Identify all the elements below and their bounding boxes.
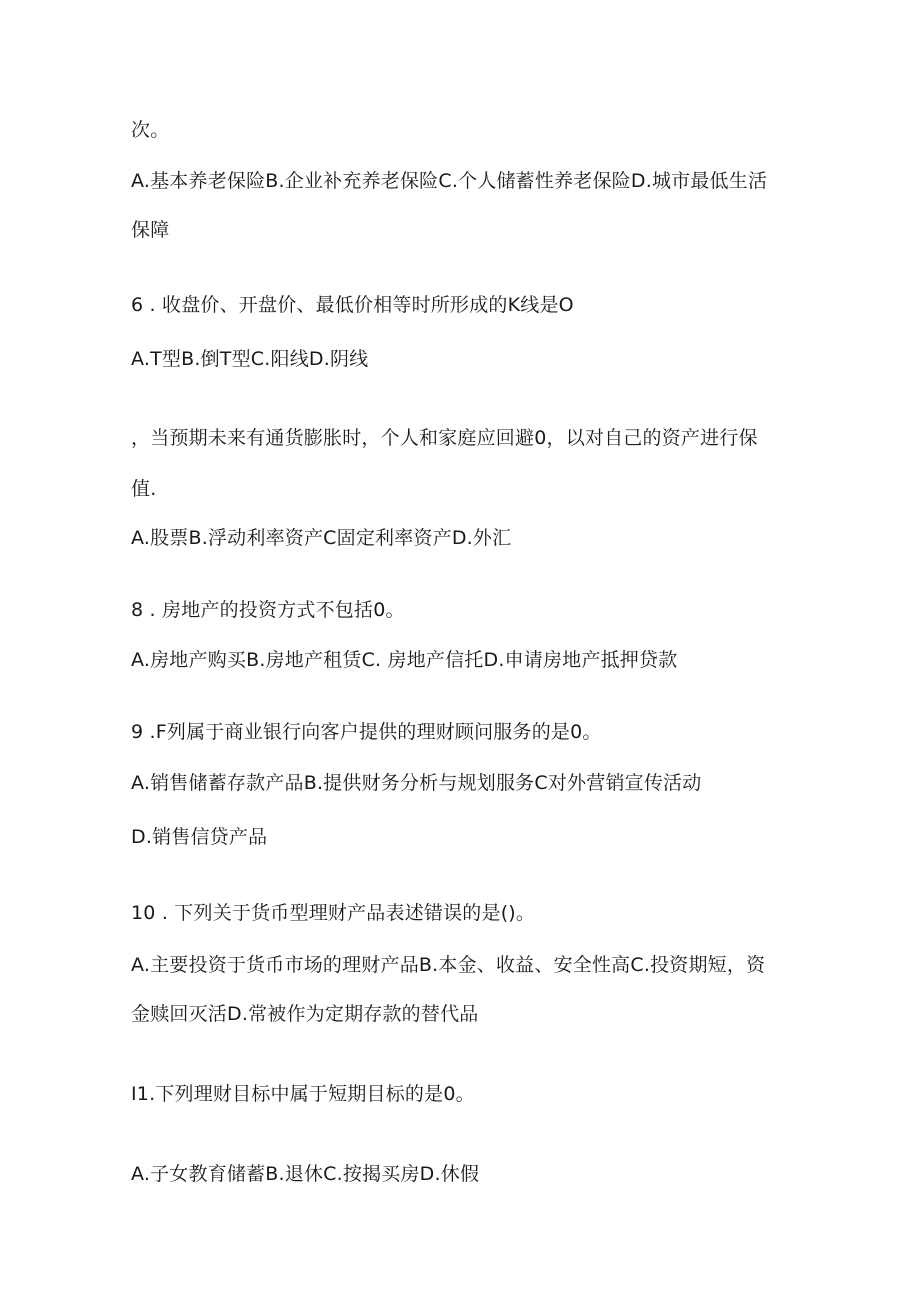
- text-line-11: 9 .F列属于商业银行向客户提供的理财顾问服务的是0。: [131, 721, 602, 743]
- text-line-4: 6 . 收盘价、开盘价、最低价相等时所形成的K线是O: [131, 294, 574, 316]
- text-line-17: I1.下列理财目标中属于短期目标的是0。: [131, 1083, 475, 1105]
- text-line-7: 值.: [131, 478, 157, 500]
- text-line-12: A.销售储蓄存款产品B.提供财务分析与规划服务C对外营销宣传活动: [131, 772, 702, 794]
- text-line-15: A.主要投资于货币市场的理财产品B.本金、收益、安全性高C.投资期短，资: [131, 954, 766, 976]
- text-line-13: D.销售信贷产品: [131, 826, 268, 848]
- text-line-8: A.股票B.浮动利率资产C固定利率资产D.外汇: [131, 527, 512, 549]
- text-line-9: 8 . 房地产的投资方式不包括0。: [131, 599, 405, 621]
- text-line-1: 次。: [131, 119, 170, 141]
- text-line-2: A.基本养老保险B.企业补充养老保险C.个人储蓄性养老保险D.城市最低生活: [131, 170, 768, 192]
- text-line-16: 金赎回灭活D.常被作为定期存款的替代品: [131, 1003, 479, 1025]
- text-line-5: A.T型B.倒T型C.阳线D.阴线: [131, 348, 369, 370]
- text-line-14: 10 . 下列关于货币型理财产品表述错误的是()。: [131, 902, 536, 924]
- text-line-18: A.子女教育储蓄B.退休C.按揭买房D.休假: [131, 1163, 480, 1185]
- text-line-6: ，当预期未来有通货膨胀时，个人和家庭应回避0，以对自己的资产进行保: [131, 427, 758, 449]
- text-line-10: A.房地产购买B.房地产租赁C. 房地产信托D.申请房地产抵押贷款: [131, 649, 678, 671]
- text-line-3: 保障: [131, 219, 170, 241]
